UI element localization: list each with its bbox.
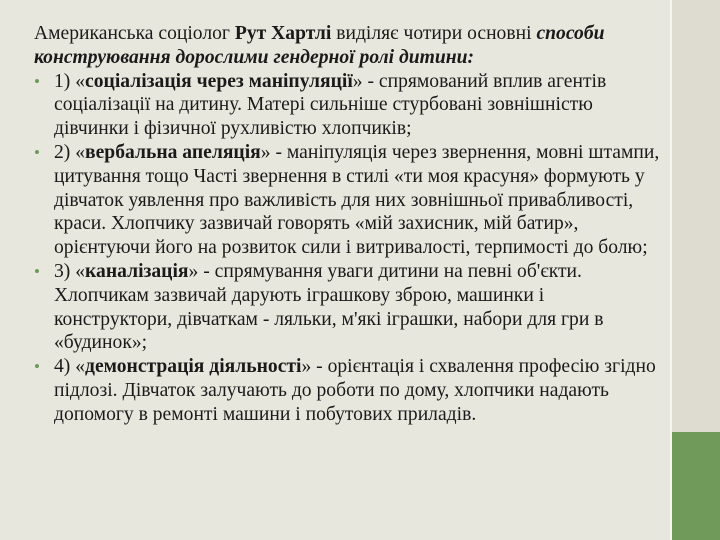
slide-content bbox=[34, 22, 664, 427]
item-text: - спрямування уваги дитини на певні об'єкти. Хлопчикам зазвичай дарують іграшкову зброю, машинки і конструктори, дівчаткам - ляльки, м'які іграшки, набори для гри в «будинок»; bbox=[54, 260, 604, 354]
bullet-icon: • bbox=[34, 142, 40, 162]
bullet-icon: • bbox=[34, 71, 40, 91]
methods-list bbox=[34, 70, 664, 427]
list-item bbox=[34, 70, 664, 141]
item-number: 1) « bbox=[54, 70, 86, 92]
item-number: 4) « bbox=[54, 356, 86, 378]
item-text: - спрямований вплив агентів соціалізації на дитину. Матері сильніше стурбовані зовнішністю дівчинки і фізичної рухливістю хлопчиків; bbox=[54, 70, 607, 140]
intro-pre: Американська соціолог bbox=[34, 23, 235, 44]
item-term: соціалізація через маніпуляції bbox=[85, 70, 353, 92]
list-item bbox=[34, 141, 664, 260]
item-text: - орієнтація і схвалення професію згідно підлозі. Дівчаток залучають до роботи по дому, хлопчики надають допомогу в ремонті машини і побутових приладів. bbox=[54, 356, 656, 425]
item-text: - маніпуляція через звернення, мовні штампи, цитування тощо Часті звернення в стилі «ти моя красуня» формують у дівчаток уявлення про важливість для них зовнішньої привабливості, краси. Хлопчику зазвичай говорять «мій захисник, мій батир», орієнтуючи його на розвиток сили і витривалості, терпимості до болю; bbox=[54, 141, 660, 259]
item-number: 2) « bbox=[54, 141, 86, 163]
item-term: вербальна апеляція bbox=[85, 141, 261, 163]
author-name: Рут Хартлі bbox=[234, 23, 332, 44]
item-close-quote: » bbox=[301, 356, 312, 378]
item-close-quote: » bbox=[352, 70, 363, 92]
bullet-icon: • bbox=[34, 357, 40, 377]
item-term: каналізація bbox=[85, 260, 189, 282]
list-item bbox=[34, 355, 664, 426]
intro-post: виділяє чотири основні bbox=[331, 23, 532, 44]
intro-subtitle: способи конструювання дорослими гендерної ролі дитини: bbox=[34, 23, 605, 68]
item-close-quote: » bbox=[260, 141, 271, 163]
item-close-quote: » bbox=[188, 260, 199, 282]
list-item bbox=[34, 260, 664, 355]
bullet-icon: • bbox=[34, 261, 40, 281]
item-term: демонстрація діяльності bbox=[85, 356, 302, 378]
item-number: 3) « bbox=[54, 260, 86, 282]
green-accent-block bbox=[672, 432, 720, 540]
intro-paragraph bbox=[34, 22, 664, 70]
